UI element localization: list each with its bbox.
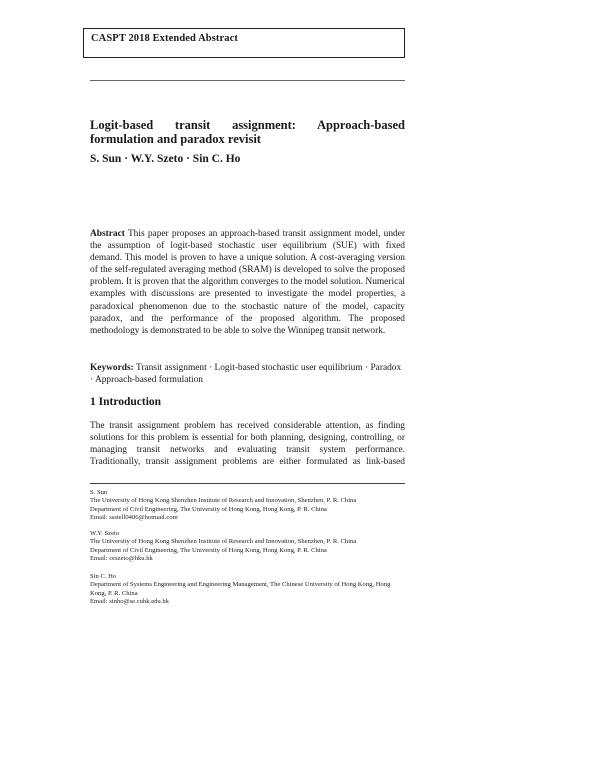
header-label: CASPT 2018 Extended Abstract xyxy=(91,33,238,44)
affiliation-email: Email: ssstell0406@hotmail.com xyxy=(90,514,178,522)
keywords-text: Transit assignment · Logit-based stochastic user equilibrium · Paradox · Approach-based formulation xyxy=(90,363,402,386)
keywords-label: Keywords: xyxy=(90,363,134,373)
affiliation-name: W.Y. Szeto xyxy=(90,530,120,537)
abstract xyxy=(90,228,405,337)
affiliation-szeto xyxy=(90,530,410,564)
affiliation-line: The University of Hong Kong Shenzhen Institute of Research and Innovation, Shenzhen, P. R. China xyxy=(90,497,357,505)
intro-paragraph: The transit assignment problem has received considerable attention, as finding solutions for this problem is essential for both planning, designing, controlling, or managing transit networks and evaluating transit system performance. Traditionally, transit assignment problems are either formulated as link-based xyxy=(90,421,405,468)
keywords xyxy=(90,362,405,386)
affiliation-name: S. Sun xyxy=(90,489,108,496)
affiliation-line: Department of Civil Engineering, The University of Hong Kong, Hong Kong, P. R. China xyxy=(90,546,327,554)
author-list: S. Sun · W.Y. Szeto · Sin C. Ho xyxy=(90,153,241,165)
footnote-divider xyxy=(90,483,405,484)
affiliation-email: Email: ceszeto@hku.hk xyxy=(90,555,153,563)
header-divider xyxy=(90,80,405,81)
header-box xyxy=(83,28,405,58)
abstract-text: This paper proposes an approach-based transit assignment model, under the assumption of logit-based stochastic user equilibrium (SUE) with fixed demand. This model is proven to have a unique solution. A cost-averaging version of the self-regulated averaging method (SRAM) is developed to solve the proposed problem. It is proven that the algorithm converges to the model solution. Numerical examples with discussions are presented to investigate the model properties, a paradoxical phenomenon due to the stochastic nature of the model, capacity paradox, and the performance of the proposed algorithm. The proposed methodology is demonstrated to be able to solve the Winnipeg transit network. xyxy=(90,229,405,336)
abstract-label: Abstract xyxy=(90,229,125,239)
section-heading: 1 Introduction xyxy=(90,396,162,408)
affiliation-line: Department of Systems Engineering and Engineering Management, The Chinese University of Hong Kong, Hong Kong, P. R. China xyxy=(90,581,391,597)
affiliation-line: The University of Hong Kong Shenzhen Institute of Research and Innovation, Shenzhen, P. R. China xyxy=(90,538,357,546)
paper-title xyxy=(90,118,405,146)
affiliation-line: Department of Civil Engineering, The University of Hong Kong, Hong Kong, P. R. China xyxy=(90,505,327,513)
affiliation-ho xyxy=(90,573,410,607)
title-line-1: Logit-based transit assignment: Approach-based xyxy=(90,118,405,132)
affiliation-email: Email: sinho@se.cuhk.edu.hk xyxy=(90,598,169,606)
affiliation-sun xyxy=(90,489,410,523)
affiliation-name: Sin C. Ho xyxy=(90,573,117,580)
title-line-2: formulation and paradox revisit xyxy=(90,132,261,146)
